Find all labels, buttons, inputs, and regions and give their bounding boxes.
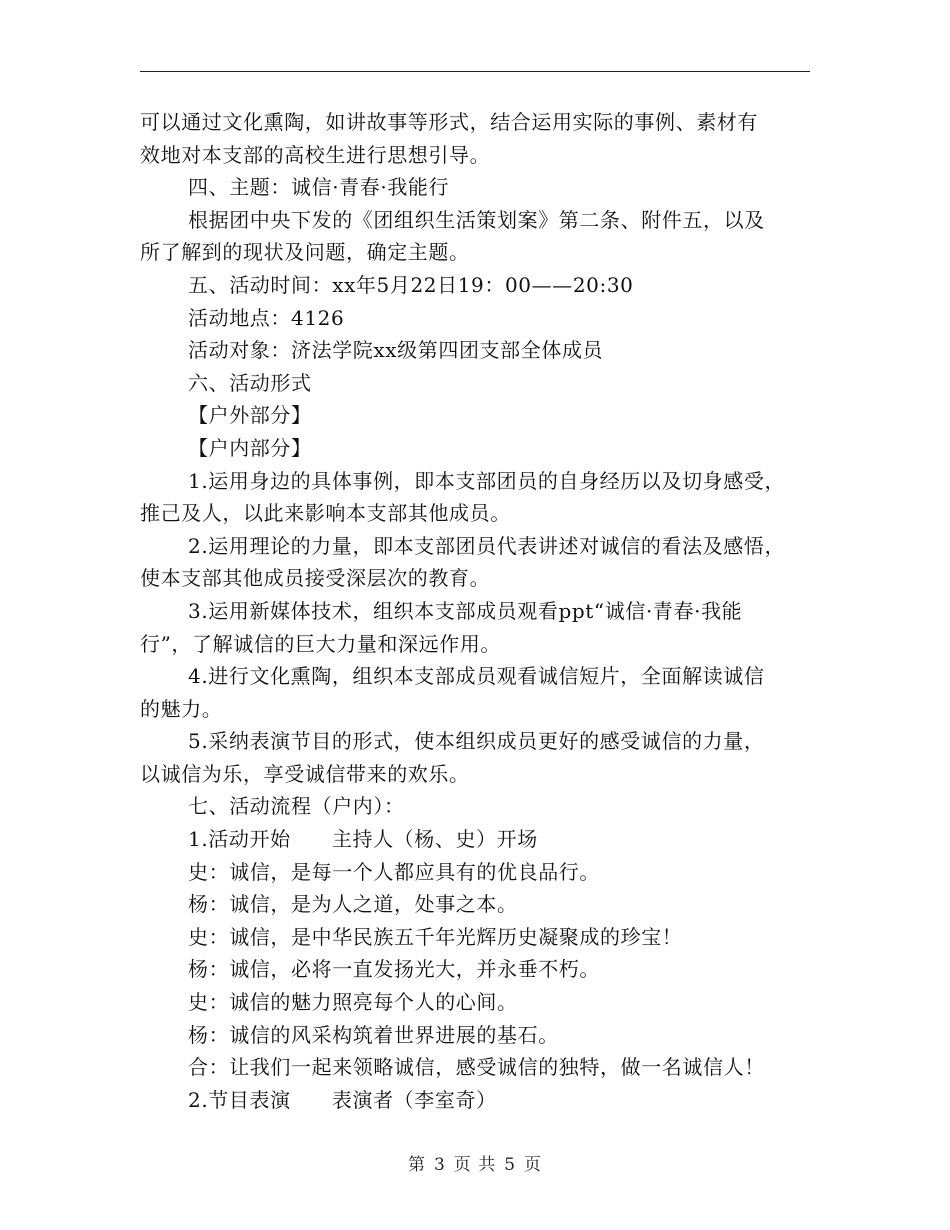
text-line: 根据团中央下发的《团组织生活策划案》第二条、附件五，以及	[188, 207, 765, 232]
text-line: 史：诚信，是中华民族五千年光辉历史凝聚成的珍宝！	[188, 924, 683, 949]
footer-page-number: 3	[433, 1155, 446, 1175]
footer-prefix: 第	[407, 1155, 426, 1175]
text-line: 的魅力。	[140, 696, 223, 721]
text-line: 【户外部分】	[188, 403, 312, 428]
text-line: 可以通过文化熏陶，如讲故事等形式，结合运用实际的事例、素材有	[140, 110, 758, 134]
header-rule	[140, 71, 810, 72]
text-line: 2.节目表演 表演者（李室奇）	[188, 1087, 497, 1112]
text-line: 推己及人，以此来影响本支部其他成员。	[140, 501, 511, 526]
text-line: 七、活动流程（户内）：	[188, 794, 405, 819]
text-line: 【户内部分】	[188, 435, 312, 460]
text-line: 四、主题：诚信·青春·我能行	[188, 175, 450, 200]
text-line: 所了解到的现状及问题，确定主题。	[140, 240, 470, 265]
footer-total-pages: 5	[504, 1155, 517, 1175]
text-line: 1.运用身边的具体事例，即本支部团员的自身经历以及切身感受，	[188, 468, 786, 493]
text-line: 五、活动时间：xx年5月22日19：00——20:30	[188, 272, 634, 297]
text-line: 活动地点：4126	[188, 305, 345, 330]
text-line: 行”，了解诚信的巨大力量和深远作用。	[140, 631, 502, 656]
text-line: 六、活动形式	[188, 370, 312, 395]
text-line: 4.进行文化熏陶，组织本支部成员观看诚信短片，全面解读诚信	[188, 664, 765, 689]
page-footer	[0, 1150, 950, 1175]
text-line: 史：诚信的魅力照亮每个人的心间。	[188, 990, 518, 1015]
text-line: 使本支部其他成员接受深层次的教育。	[140, 566, 491, 591]
text-line: 合：让我们一起来领略诚信，感受诚信的独特，做一名诚信人！	[188, 1055, 765, 1080]
footer-middle: 页 共	[453, 1155, 497, 1175]
text-line: 杨：诚信的风采构筑着世界进展的基石。	[188, 1022, 559, 1047]
text-line: 活动对象：济法学院xx级第四团支部全体成员	[188, 338, 604, 363]
document-body	[140, 106, 812, 1116]
text-line: 5.采纳表演节目的形式，使本组织成员更好的感受诚信的力量，	[188, 729, 765, 754]
footer-suffix: 页	[524, 1155, 543, 1175]
text-line: 杨：诚信，是为人之道，处事之本。	[188, 892, 518, 917]
text-line: 2.运用理论的力量，即本支部团员代表讲述对诚信的看法及感悟，	[188, 533, 786, 558]
text-line: 效地对本支部的高校生进行思想引导。	[140, 142, 491, 167]
text-line: 史：诚信，是每一个人都应具有的优良品行。	[188, 859, 600, 884]
text-line: 以诚信为乐，享受诚信带来的欢乐。	[140, 761, 470, 786]
text-line: 杨：诚信，必将一直发扬光大，并永垂不朽。	[188, 957, 600, 982]
text-line: 3.运用新媒体技术，组织本支部成员观看ppt“诚信·青春·我能	[188, 598, 743, 623]
text-line: 1.活动开始 主持人（杨、史）开场	[188, 827, 538, 852]
